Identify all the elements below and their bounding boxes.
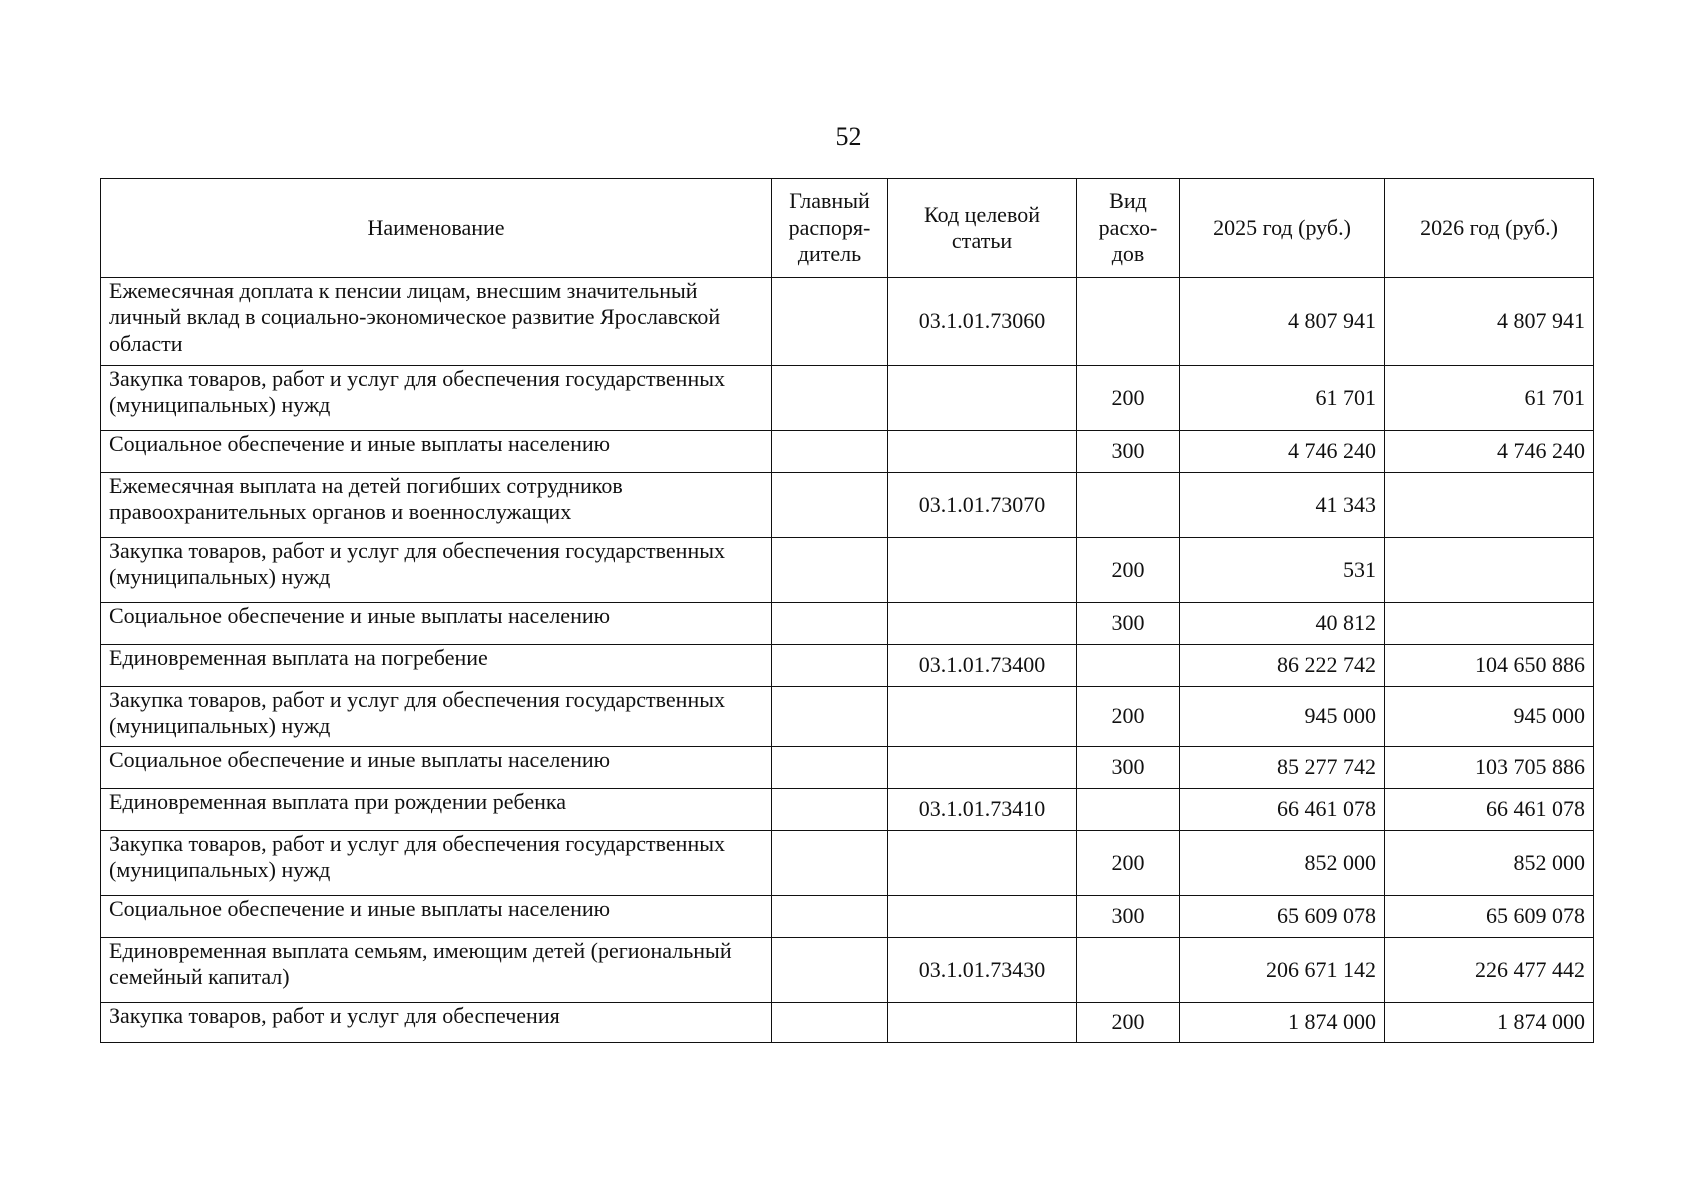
table-row xyxy=(101,603,1594,645)
header-kind: Вид расхо-дов xyxy=(1077,179,1180,278)
row-grbs-cell xyxy=(772,473,888,538)
row-code-cell xyxy=(888,1003,1077,1043)
row-grbs-cell xyxy=(772,366,888,431)
row-name-cell: Закупка товаров, работ и услуг для обеспечения государственных (муниципальных) нужд xyxy=(101,538,772,603)
row-2026-cell: 66 461 078 xyxy=(1385,789,1594,831)
table-row xyxy=(101,747,1594,789)
row-name-cell: Социальное обеспечение и иные выплаты населению xyxy=(101,431,772,473)
row-name-cell: Единовременная выплата на погребение xyxy=(101,645,772,687)
row-kind-cell xyxy=(1077,473,1180,538)
row-grbs-cell xyxy=(772,938,888,1003)
row-2026-cell: 945 000 xyxy=(1385,687,1594,747)
table-row xyxy=(101,473,1594,538)
row-grbs-cell xyxy=(772,1003,888,1043)
table-row xyxy=(101,1003,1594,1043)
row-2026-cell: 104 650 886 xyxy=(1385,645,1594,687)
row-2025-cell: 85 277 742 xyxy=(1180,747,1385,789)
row-kind-cell: 200 xyxy=(1077,366,1180,431)
header-code: Код целевой статьи xyxy=(888,179,1077,278)
row-2026-cell: 852 000 xyxy=(1385,831,1594,896)
row-grbs-cell xyxy=(772,278,888,366)
table-row xyxy=(101,431,1594,473)
row-2026-cell xyxy=(1385,538,1594,603)
table-row xyxy=(101,538,1594,603)
row-2026-cell xyxy=(1385,473,1594,538)
row-name-cell: Социальное обеспечение и иные выплаты населению xyxy=(101,747,772,789)
budget-table xyxy=(100,178,1594,1043)
row-grbs-cell xyxy=(772,687,888,747)
row-kind-cell: 200 xyxy=(1077,831,1180,896)
row-code-cell: 03.1.01.73430 xyxy=(888,938,1077,1003)
row-2026-cell: 61 701 xyxy=(1385,366,1594,431)
row-kind-cell: 200 xyxy=(1077,1003,1180,1043)
row-name-cell: Единовременная выплата при рождении ребенка xyxy=(101,789,772,831)
row-grbs-cell xyxy=(772,603,888,645)
table-row xyxy=(101,687,1594,747)
row-code-cell xyxy=(888,366,1077,431)
header-2026: 2026 год (руб.) xyxy=(1385,179,1594,278)
row-kind-cell: 300 xyxy=(1077,603,1180,645)
row-kind-cell: 300 xyxy=(1077,896,1180,938)
row-code-cell xyxy=(888,687,1077,747)
row-2025-cell: 1 874 000 xyxy=(1180,1003,1385,1043)
table-header-row xyxy=(101,179,1594,278)
row-kind-cell xyxy=(1077,645,1180,687)
row-2025-cell: 945 000 xyxy=(1180,687,1385,747)
row-kind-cell: 200 xyxy=(1077,538,1180,603)
table-row xyxy=(101,366,1594,431)
row-name-cell: Социальное обеспечение и иные выплаты населению xyxy=(101,896,772,938)
row-2026-cell xyxy=(1385,603,1594,645)
row-grbs-cell xyxy=(772,431,888,473)
row-2026-cell: 103 705 886 xyxy=(1385,747,1594,789)
table-row xyxy=(101,831,1594,896)
row-name-cell: Единовременная выплата семьям, имеющим детей (региональный семейный капитал) xyxy=(101,938,772,1003)
row-2025-cell: 66 461 078 xyxy=(1180,789,1385,831)
table-row xyxy=(101,896,1594,938)
row-code-cell: 03.1.01.73060 xyxy=(888,278,1077,366)
row-name-cell: Закупка товаров, работ и услуг для обеспечения государственных (муниципальных) нужд xyxy=(101,366,772,431)
row-grbs-cell xyxy=(772,789,888,831)
row-2025-cell: 41 343 xyxy=(1180,473,1385,538)
table-row xyxy=(101,789,1594,831)
row-2026-cell: 226 477 442 xyxy=(1385,938,1594,1003)
row-code-cell xyxy=(888,747,1077,789)
row-name-cell: Закупка товаров, работ и услуг для обеспечения государственных (муниципальных) нужд xyxy=(101,831,772,896)
row-code-cell xyxy=(888,603,1077,645)
row-code-cell xyxy=(888,896,1077,938)
row-2025-cell: 65 609 078 xyxy=(1180,896,1385,938)
row-code-cell: 03.1.01.73070 xyxy=(888,473,1077,538)
row-2025-cell: 86 222 742 xyxy=(1180,645,1385,687)
row-grbs-cell xyxy=(772,747,888,789)
header-grbs: Главный распоря-дитель xyxy=(772,179,888,278)
row-code-cell xyxy=(888,538,1077,603)
row-name-cell: Ежемесячная выплата на детей погибших сотрудников правоохранительных органов и военнослужащих xyxy=(101,473,772,538)
row-2025-cell: 206 671 142 xyxy=(1180,938,1385,1003)
row-code-cell xyxy=(888,831,1077,896)
row-grbs-cell xyxy=(772,896,888,938)
row-kind-cell: 300 xyxy=(1077,747,1180,789)
row-kind-cell xyxy=(1077,789,1180,831)
row-code-cell: 03.1.01.73410 xyxy=(888,789,1077,831)
row-grbs-cell xyxy=(772,645,888,687)
row-2025-cell: 531 xyxy=(1180,538,1385,603)
row-name-cell: Социальное обеспечение и иные выплаты населению xyxy=(101,603,772,645)
page-number: 52 xyxy=(835,122,862,151)
row-kind-cell: 300 xyxy=(1077,431,1180,473)
header-name: Наименование xyxy=(101,179,772,278)
row-2026-cell: 1 874 000 xyxy=(1385,1003,1594,1043)
row-code-cell xyxy=(888,431,1077,473)
row-2026-cell: 4 807 941 xyxy=(1385,278,1594,366)
row-name-cell: Закупка товаров, работ и услуг для обеспечения государственных (муниципальных) нужд xyxy=(101,687,772,747)
header-2025: 2025 год (руб.) xyxy=(1180,179,1385,278)
row-2025-cell: 40 812 xyxy=(1180,603,1385,645)
row-2026-cell: 4 746 240 xyxy=(1385,431,1594,473)
row-name-cell: Ежемесячная доплата к пенсии лицам, внесшим значительный личный вклад в социально-экономическое развитие Ярославской области xyxy=(101,278,772,366)
table-row xyxy=(101,645,1594,687)
row-grbs-cell xyxy=(772,831,888,896)
row-kind-cell xyxy=(1077,278,1180,366)
row-kind-cell xyxy=(1077,938,1180,1003)
row-name-cell: Закупка товаров, работ и услуг для обеспечения xyxy=(101,1003,772,1043)
table-row xyxy=(101,938,1594,1003)
row-2025-cell: 61 701 xyxy=(1180,366,1385,431)
row-grbs-cell xyxy=(772,538,888,603)
table-row xyxy=(101,278,1594,366)
row-code-cell: 03.1.01.73400 xyxy=(888,645,1077,687)
row-2026-cell: 65 609 078 xyxy=(1385,896,1594,938)
row-2025-cell: 4 746 240 xyxy=(1180,431,1385,473)
row-2025-cell: 4 807 941 xyxy=(1180,278,1385,366)
row-2025-cell: 852 000 xyxy=(1180,831,1385,896)
row-kind-cell: 200 xyxy=(1077,687,1180,747)
